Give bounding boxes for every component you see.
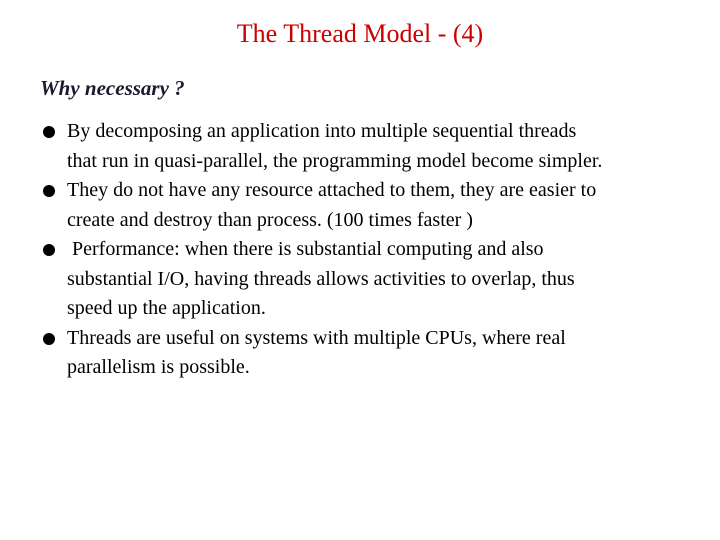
bullet-line: speed up the application.	[67, 297, 266, 319]
bullet-icon	[43, 333, 55, 345]
bullet-icon	[43, 185, 55, 197]
bullet-line: By decomposing an application into multiple sequential threads	[67, 120, 577, 142]
slide-subtitle: Why necessary ?	[40, 76, 185, 100]
bullet-line: that run in quasi-parallel, the programming model become simpler.	[67, 149, 603, 172]
bullet-line: parallelism is possible.	[67, 356, 250, 378]
bullet-line: substantial I/O, having threads allows activities to overlap, thus	[67, 267, 575, 290]
bullet-item	[42, 117, 714, 176]
bullet-line: Performance: when there is substantial computing and also	[67, 238, 544, 260]
bullet-line: Threads are useful on systems with multiple CPUs, where real	[67, 326, 566, 349]
bullet-item	[42, 176, 714, 235]
slide-title: The Thread Model - (4)	[236, 19, 484, 48]
bullet-line: create and destroy than process. (100 times faster )	[67, 208, 473, 231]
bullet-item	[42, 235, 714, 324]
bullet-icon	[43, 244, 55, 256]
bullet-list	[42, 117, 714, 383]
bullet-icon	[43, 126, 55, 138]
bullet-line: They do not have any resource attached to them, they are easier to	[67, 179, 597, 201]
bullet-item	[42, 324, 714, 383]
